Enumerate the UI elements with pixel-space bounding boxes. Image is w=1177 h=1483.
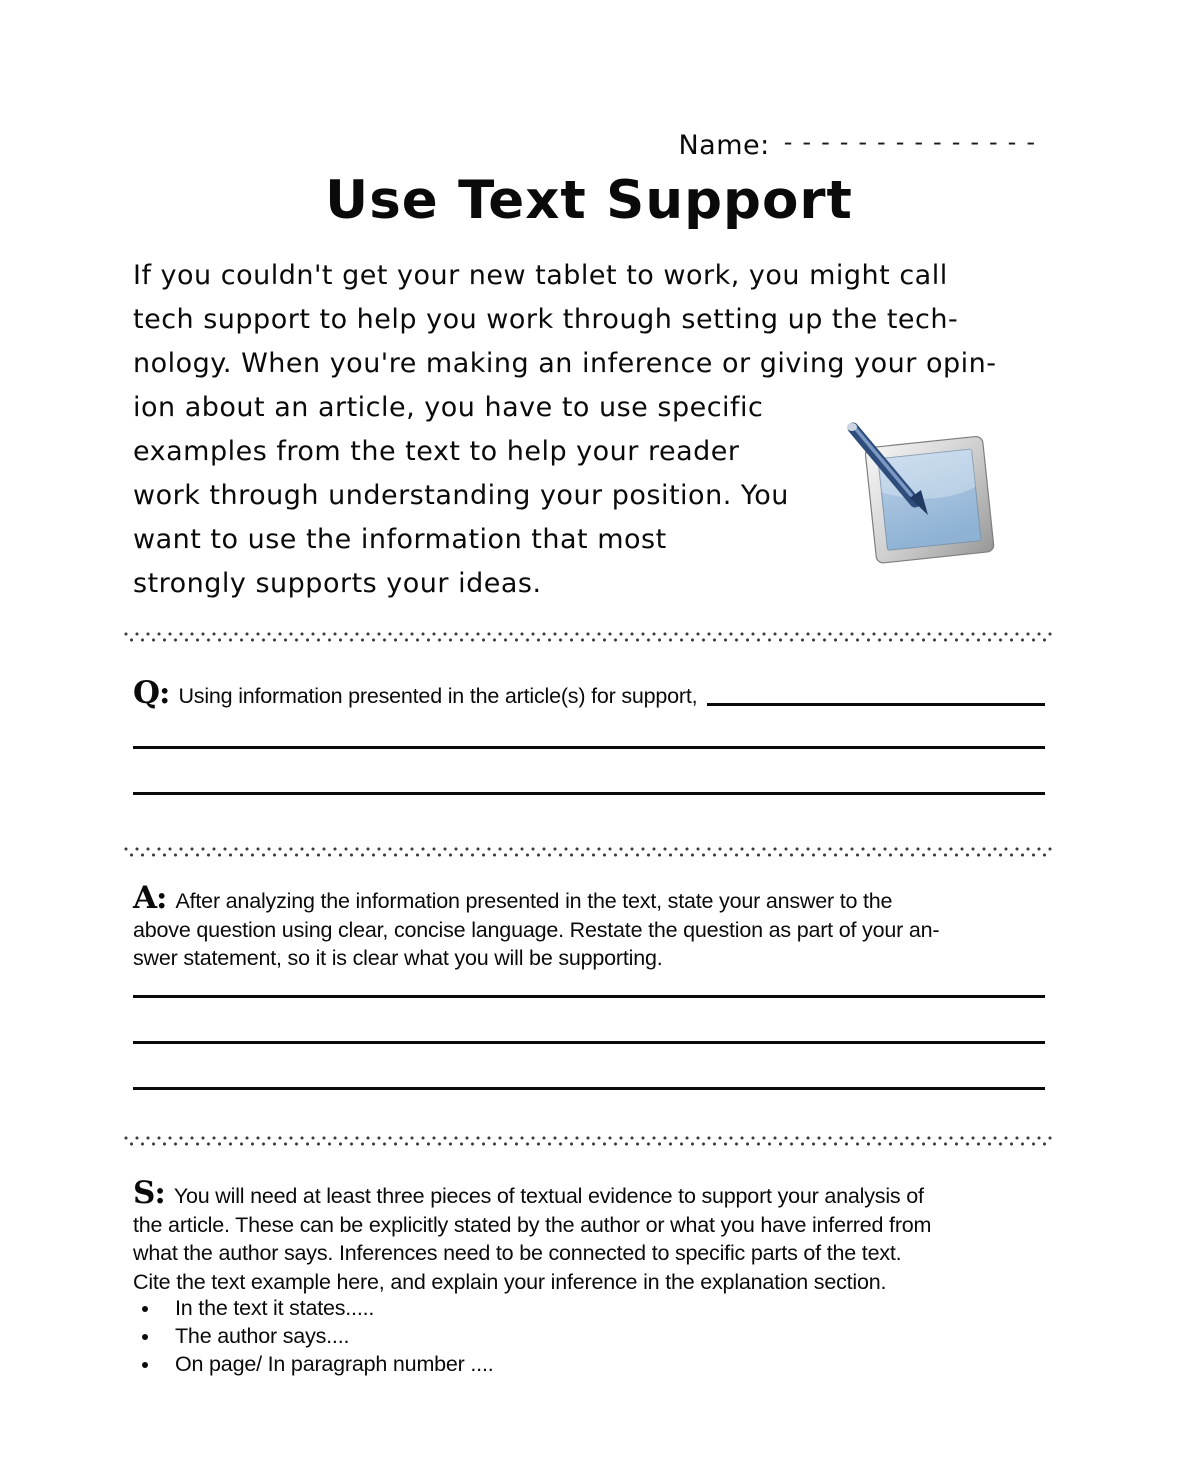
- answer-statement-line[interactable]: [133, 998, 1045, 1044]
- question-input-line[interactable]: [707, 703, 1045, 706]
- name-row: [133, 130, 1045, 166]
- tablet-stylus-illustration: [831, 416, 1009, 576]
- question-answer-line[interactable]: [133, 749, 1045, 795]
- page-title: Use Text Support: [325, 170, 853, 231]
- question-prompt-text: Using information presented in the article(s) for support,: [178, 684, 698, 708]
- list-item: • In the text it states.....: [161, 1294, 1045, 1322]
- name-input-line[interactable]: --------------: [783, 128, 1045, 156]
- support-section: [133, 1175, 1045, 1294]
- support-drop-letter: S:: [133, 1175, 165, 1211]
- dotted-divider: [124, 1134, 1054, 1148]
- tablet-frame: [865, 436, 994, 564]
- dotted-divider: [124, 630, 1054, 644]
- support-instructions: You will need at least three pieces of textual evidence to support your analysis of the article. These can be explicitly stated by the author or what you have inferred from what the author says. Inferences need to be connected to specific parts of the text. Cite the text example here, and explain your inference in the explanation section.: [133, 1184, 932, 1294]
- question-drop-letter: Q:: [133, 675, 170, 711]
- intro-paragraph: If you couldn't get your new tablet to work, you might call tech support to help you work through setting up the tech- nology. When you're making an inference or giving your opin- ion about an article, you have to use specific examples from the text to help your reader work through understanding your position. You want to use the information that most strongly supports your ideas.: [133, 260, 997, 599]
- answer-statement-line[interactable]: [133, 969, 1045, 998]
- answer-drop-letter: A:: [133, 880, 167, 916]
- evidence-starter-list: [133, 1294, 1045, 1378]
- question-section: [133, 675, 1045, 712]
- question-answer-line[interactable]: [133, 712, 1045, 749]
- dotted-divider: [124, 845, 1054, 859]
- tablet-stylus-icon: [831, 416, 1009, 576]
- answer-instructions: After analyzing the information presented in the text, state your answer to the above question using clear, concise language. Restate the question as part of your an- swer statement, so it is clear what you will be supporting.: [133, 889, 940, 970]
- answer-statement-line[interactable]: [133, 1044, 1045, 1090]
- name-label: Name:: [678, 130, 770, 161]
- answer-section: [133, 880, 1045, 970]
- intro-section: [133, 254, 1045, 606]
- list-item: • The author says....: [161, 1322, 1045, 1350]
- list-item: • On page/ In paragraph number ....: [161, 1350, 1045, 1378]
